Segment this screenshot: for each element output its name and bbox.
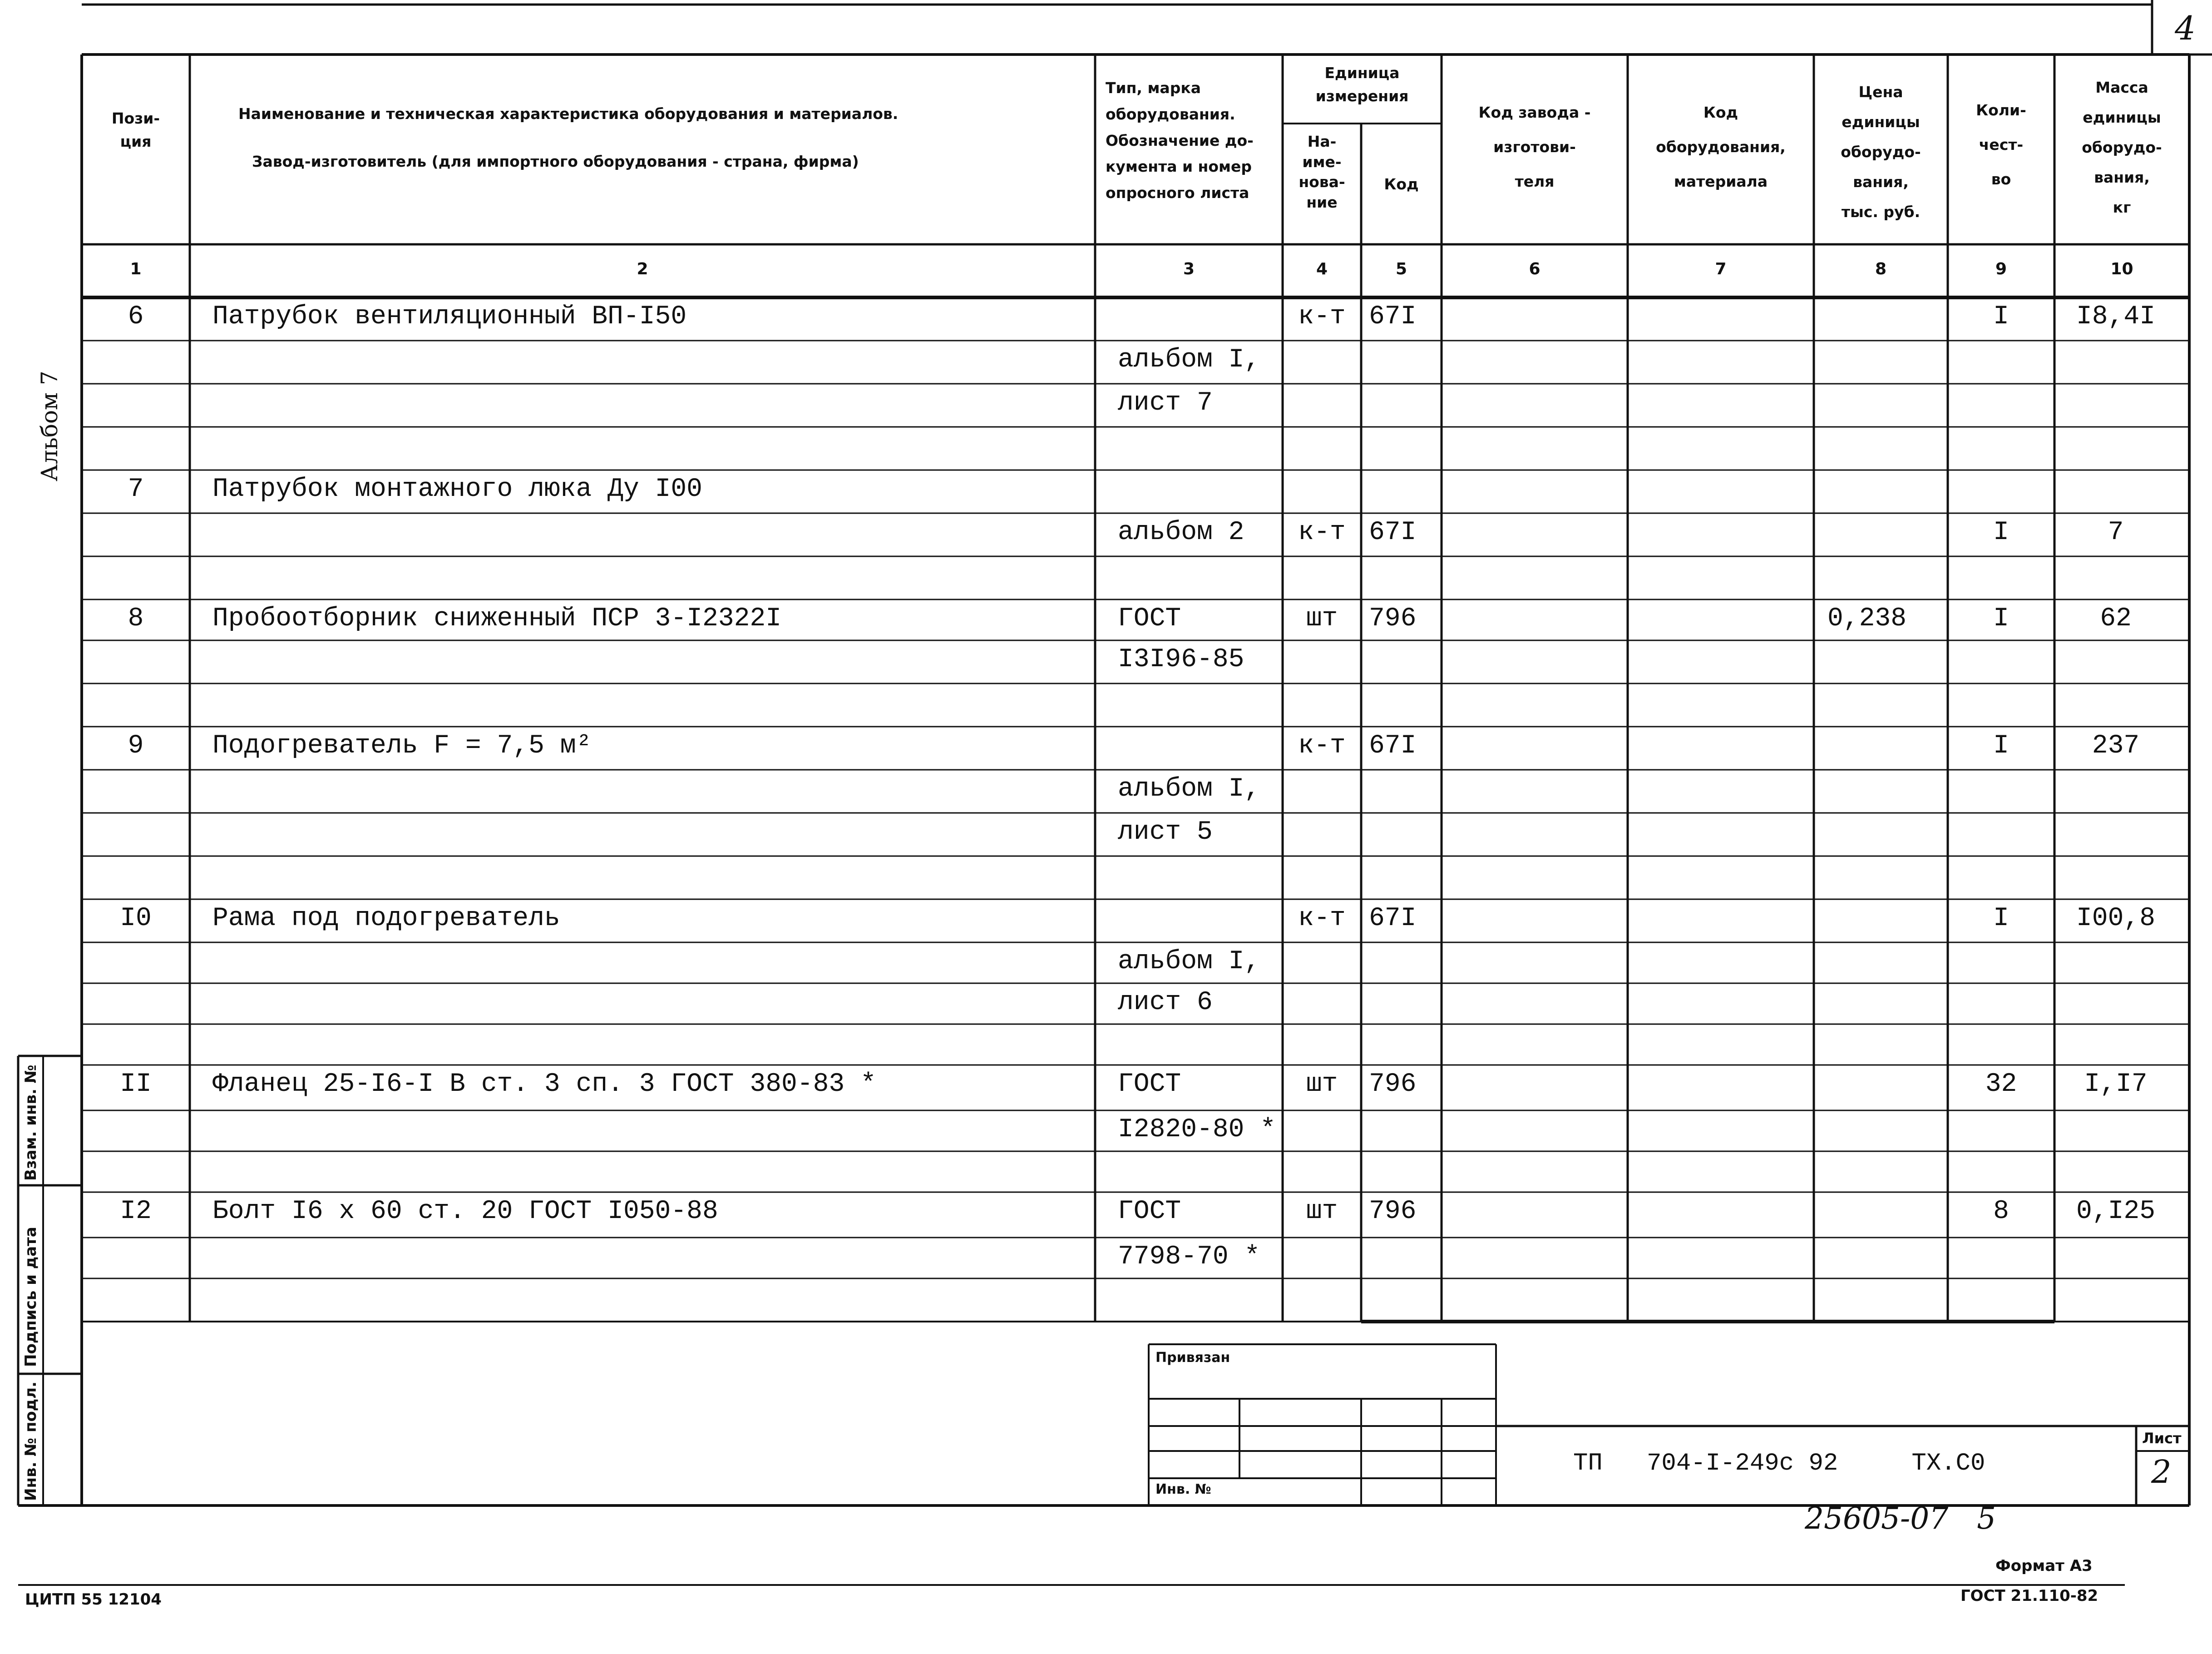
column-number: 7: [1715, 260, 1727, 278]
unit-mass-cell: 237: [2092, 731, 2140, 761]
position-cell: 8: [128, 604, 144, 634]
unit-name-cell: к-т: [1298, 731, 1346, 761]
type-document-cell: ГОСТ: [1118, 1070, 1181, 1099]
unit-name-cell: к-т: [1298, 518, 1346, 547]
type-document-cell: ГОСТ: [1118, 604, 1181, 634]
unit-name-cell: шт: [1306, 1070, 1338, 1099]
type-document-cell: альбом I,: [1118, 947, 1260, 976]
item-name-cell: Патрубок монтажного люка Ду I00: [212, 475, 702, 504]
unit-code-cell: 67I: [1369, 302, 1417, 332]
position-cell: I0: [120, 904, 152, 933]
item-name-cell: Подогреватель F = 7,5 м²: [212, 731, 592, 761]
column-number: 2: [637, 260, 648, 278]
header-quantity: Коли- чест- во: [1976, 101, 2026, 188]
sheet-number: 2: [2151, 1453, 2172, 1491]
unit-name-cell: шт: [1306, 1197, 1338, 1226]
handwritten-number: 25605-07 5: [1805, 1501, 1996, 1536]
unit-code-cell: 796: [1369, 1197, 1417, 1226]
unit-mass-cell: 0,I25: [2076, 1197, 2156, 1226]
header-unit-price: Цена единицы оборудо- вания, тыс. руб.: [1841, 83, 1921, 221]
type-document-cell: I2820-80 *: [1118, 1115, 1276, 1144]
position-cell: I2: [120, 1197, 152, 1226]
type-document-cell: альбом 2: [1118, 518, 1244, 547]
unit-name-cell: к-т: [1298, 904, 1346, 933]
quantity-cell: I: [1993, 904, 2009, 933]
quantity-cell: 32: [1985, 1070, 2017, 1099]
quantity-cell: 8: [1993, 1197, 2009, 1226]
header-unit-group: Единица измерения: [1315, 64, 1409, 105]
type-document-cell: лист 5: [1118, 817, 1213, 847]
privyazan-label: Привязан: [1155, 1350, 1230, 1366]
item-name-cell: Фланец 25-I6-I В ст. 3 сп. 3 ГОСТ 380-83 *: [212, 1070, 876, 1099]
header-name-line1: Наименование и техническая характеристика оборудования и материалов.: [238, 105, 899, 123]
header-name-line2: Завод-изготовитель (для импортного оборудования - страна, фирма): [252, 153, 859, 170]
column-number: 1: [130, 260, 142, 278]
item-name-cell: Болт I6 x 60 ст. 20 ГОСТ I050-88: [212, 1197, 718, 1226]
unit-mass-cell: I00,8: [2076, 904, 2156, 933]
type-document-cell: ГОСТ: [1118, 1197, 1181, 1226]
column-number: 5: [1395, 260, 1407, 278]
unit-code-cell: 67I: [1369, 518, 1417, 547]
quantity-cell: I: [1993, 604, 2009, 634]
stamp-inv-original: Инв. № подл.: [22, 1381, 40, 1501]
unit-code-cell: 796: [1369, 1070, 1417, 1099]
unit-mass-cell: I8,4I: [2076, 302, 2156, 332]
column-number: 6: [1529, 260, 1540, 278]
header-unit-code: Код: [1384, 175, 1419, 193]
item-name-cell: Пробоотборник сниженный ПСР 3-I2322I: [212, 604, 782, 634]
header-equipment-code: Код оборудования, материала: [1656, 104, 1786, 190]
type-document-cell: 7798-70 *: [1118, 1242, 1260, 1272]
quantity-cell: I: [1993, 731, 2009, 761]
document-designation: ТП 704-I-249с 92 ТХ.С0: [1573, 1450, 1985, 1477]
album-label: Альбом 7: [36, 371, 63, 481]
unit-code-cell: 67I: [1369, 904, 1417, 933]
header-unit-mass: Масса единицы оборудо- вания, кг: [2082, 79, 2162, 216]
unit-mass-cell: 62: [2100, 604, 2132, 634]
type-document-cell: лист 7: [1118, 388, 1213, 418]
type-document-cell: альбом I,: [1118, 345, 1260, 375]
header-type: Тип, марка оборудования. Обозначение до- кумента и номер опросного листа: [1106, 79, 1254, 202]
header-position: Пози- ция: [111, 109, 160, 151]
sheet-label: Лист: [2142, 1430, 2182, 1447]
cipt-label: ЦИТП 55 12104: [25, 1590, 162, 1609]
unit-code-cell: 67I: [1369, 731, 1417, 761]
position-cell: II: [120, 1070, 152, 1099]
header-factory-code: Код завода - изготови- теля: [1478, 104, 1591, 190]
type-document-cell: альбом I,: [1118, 774, 1260, 804]
column-number: 4: [1316, 260, 1328, 278]
unit-name-cell: к-т: [1298, 302, 1346, 332]
column-number: 8: [1875, 260, 1887, 278]
quantity-cell: I: [1993, 518, 2009, 547]
unit-mass-cell: 7: [2108, 518, 2124, 547]
quantity-cell: I: [1993, 302, 2009, 332]
sheet-corner-number: 4: [2175, 9, 2196, 47]
unit-code-cell: 796: [1369, 604, 1417, 634]
column-number: 10: [2110, 260, 2133, 278]
header-unit-name: На- име- нова- ние: [1299, 133, 1345, 211]
item-name-cell: Патрубок вентиляционный ВП-I50: [212, 302, 687, 332]
format-label: Формат А3: [1995, 1557, 2093, 1575]
inv-number-label: Инв. №: [1155, 1481, 1211, 1497]
item-name-cell: Рама под подогреватель: [212, 904, 560, 933]
type-document-cell: лист 6: [1118, 988, 1213, 1017]
stamp-signature-date: Подпись и дата: [22, 1227, 40, 1367]
unit-name-cell: шт: [1306, 604, 1338, 634]
column-number: 3: [1183, 260, 1195, 278]
position-cell: 6: [128, 302, 144, 332]
type-document-cell: I3I96-85: [1118, 645, 1244, 674]
column-number: 9: [1995, 260, 2007, 278]
gost-label: ГОСТ 21.110-82: [1960, 1587, 2098, 1605]
unit-mass-cell: I,I7: [2084, 1070, 2148, 1099]
unit-price-cell: 0,238: [1827, 604, 1907, 634]
position-cell: 7: [128, 475, 144, 504]
position-cell: 9: [128, 731, 144, 761]
stamp-replace-inv: Взам. инв. №: [22, 1065, 40, 1181]
